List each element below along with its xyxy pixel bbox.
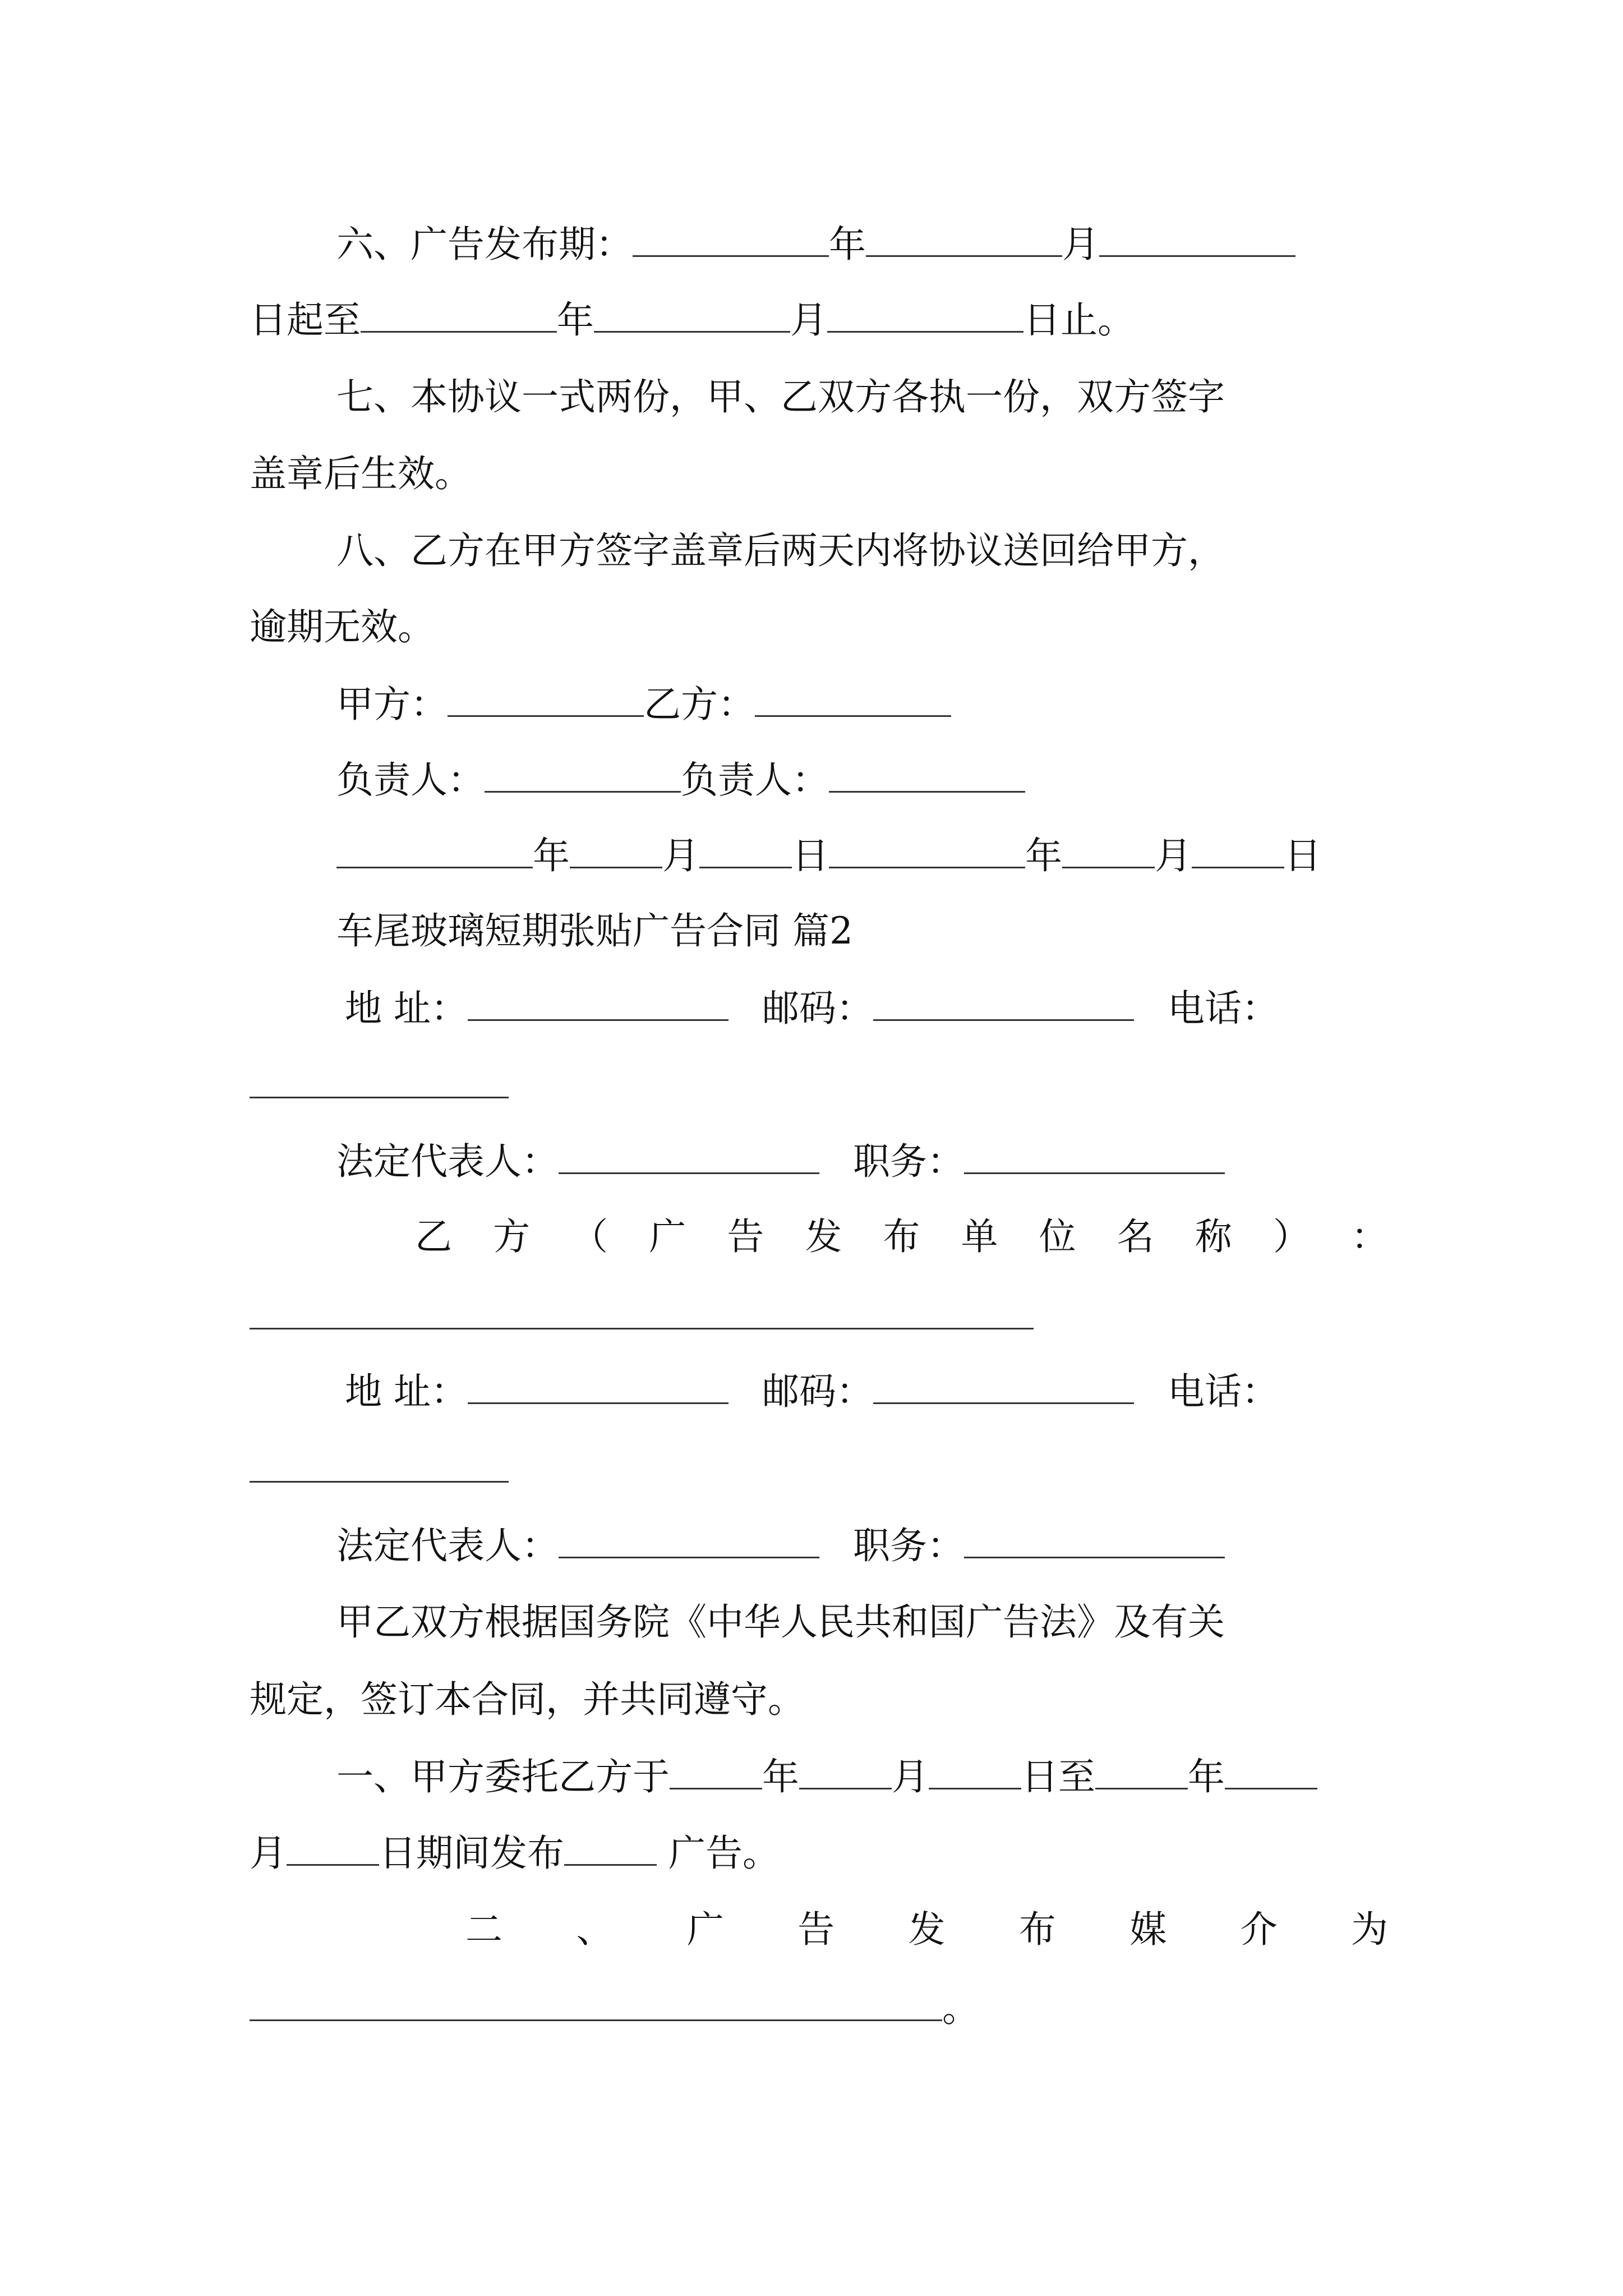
blank-date-month-b — [1062, 833, 1155, 868]
sign-dates — [336, 833, 1321, 878]
blank-date-month-a — [570, 833, 662, 868]
blank-a1-month — [799, 1754, 892, 1789]
blank-a1-day — [929, 1754, 1021, 1789]
party-b-char: 乙 — [415, 1215, 452, 1258]
article-2-char: 告 — [797, 1908, 835, 1951]
address-label-b: 地 址： — [345, 1370, 468, 1413]
blank-a1-year — [670, 1754, 762, 1789]
article-1-lead: 一、甲方委托乙方于 — [336, 1755, 670, 1798]
sign-parties — [336, 682, 951, 727]
blank-head-a — [485, 757, 681, 793]
party-b-char: ） — [1272, 1215, 1310, 1258]
blank-party-b-name — [250, 1328, 1034, 1329]
article-2-line-2 — [250, 1986, 979, 2031]
blank-year — [633, 222, 829, 257]
clause-6-lead: 六、广告发布期： — [336, 223, 633, 266]
label-month: 月 — [1062, 223, 1099, 266]
section-2-title: 车尾玻璃短期张贴广告合同 篇2 — [336, 909, 853, 953]
postcode-label-b: 邮码： — [762, 1370, 873, 1413]
party-b-char: 方 — [493, 1215, 531, 1258]
blank-rep-b — [559, 1523, 819, 1558]
party-b-char: 发 — [805, 1215, 842, 1258]
party-b-char: 名 — [1117, 1215, 1154, 1258]
party-a-address-row — [345, 986, 1279, 1031]
article-2-char: 媒 — [1129, 1908, 1167, 1951]
clause-6-line-2 — [250, 297, 1135, 343]
rep-label: 法定代表人： — [336, 1140, 559, 1183]
clause-8-line-1: 八、乙方在甲方签字盖章后两天内将协议送回给甲方， — [336, 529, 1225, 572]
party-b-char: （ — [571, 1215, 608, 1258]
article-2-char: 介 — [1240, 1908, 1278, 1951]
blank-date-day-b — [1192, 833, 1284, 868]
blank-year-2 — [361, 297, 557, 333]
a1-ad: 广告。 — [657, 1832, 780, 1875]
position-label: 职务： — [853, 1140, 964, 1183]
blank-rep — [559, 1139, 819, 1174]
article-2-char: 布 — [1018, 1908, 1056, 1951]
blank-month — [866, 222, 1062, 257]
date-year-b: 年 — [1025, 834, 1062, 877]
phone-label-b: 电话： — [1167, 1370, 1279, 1413]
party-b-char: 广 — [649, 1215, 686, 1258]
blank-address-b — [468, 1369, 728, 1404]
a1-month-2: 月 — [250, 1832, 287, 1875]
blank-month-2 — [594, 297, 790, 333]
a1-year-2: 年 — [1188, 1755, 1225, 1798]
blank-a1-day-2 — [287, 1830, 379, 1866]
party-b-name-row — [415, 1214, 1388, 1259]
party-b-char: 单 — [961, 1215, 998, 1258]
date-year-a: 年 — [533, 834, 570, 877]
blank-position — [964, 1139, 1225, 1174]
clause-6-line-1 — [336, 222, 1295, 267]
blank-day — [1099, 222, 1295, 257]
party-b-char: 位 — [1039, 1215, 1076, 1258]
party-b-address-row — [345, 1369, 1279, 1414]
blank-day-2 — [827, 297, 1023, 333]
party-a-rep-row — [336, 1139, 1225, 1184]
blank-media — [250, 1986, 942, 2021]
article-2-char: 二 — [465, 1908, 502, 1951]
label-day-start: 日起至 — [250, 298, 361, 342]
date-day-a: 日 — [792, 834, 829, 877]
blank-phone-b-continued — [250, 1481, 509, 1483]
party-a-label: 甲方： — [336, 683, 448, 726]
blank-date-year-b — [829, 833, 1025, 868]
label-month-2: 月 — [790, 298, 827, 342]
date-month-b: 月 — [1155, 834, 1192, 877]
sign-heads — [336, 757, 1025, 803]
party-b-char: 称 — [1195, 1215, 1232, 1258]
blank-party-b — [755, 682, 951, 717]
blank-date-day-a — [699, 833, 792, 868]
article-2-char: 广 — [686, 1908, 724, 1951]
position-label-b: 职务： — [853, 1524, 964, 1567]
blank-date-year-a — [336, 833, 533, 868]
party-b-char: 布 — [883, 1215, 920, 1258]
a1-year: 年 — [762, 1755, 799, 1798]
preamble-line-2: 规定，签订本合同，并共同遵守。 — [250, 1678, 805, 1721]
blank-head-b — [829, 757, 1025, 793]
party-b-char: ： — [1350, 1215, 1388, 1258]
blank-postcode-b — [873, 1369, 1134, 1404]
phone-label: 电话： — [1167, 987, 1279, 1030]
address-label: 地 址： — [345, 987, 468, 1030]
date-day-b: 日 — [1284, 834, 1321, 877]
clause-8-line-2: 逾期无效。 — [250, 605, 435, 648]
clause-7-line-1: 七、本协议一式两份，甲、乙双方各执一份，双方签字 — [336, 375, 1225, 418]
blank-position-b — [964, 1523, 1225, 1558]
label-year-2: 年 — [557, 298, 594, 342]
article-2-char: 为 — [1351, 1908, 1388, 1951]
date-month-a: 月 — [662, 834, 699, 877]
a1-month: 月 — [892, 1755, 929, 1798]
clause-7-line-2: 盖章后生效。 — [250, 452, 472, 495]
article-1-line-2 — [250, 1830, 780, 1876]
a1-day-to: 日至 — [1021, 1755, 1095, 1798]
rep-label-b: 法定代表人： — [336, 1524, 559, 1567]
article-2-end: 。 — [942, 1987, 979, 2030]
article-2-char: 、 — [576, 1908, 614, 1951]
article-2-char: 发 — [908, 1908, 946, 1951]
postcode-label: 邮码： — [762, 987, 873, 1030]
blank-address — [468, 986, 728, 1021]
head-b-label: 负责人： — [681, 758, 829, 802]
blank-party-a — [448, 682, 644, 717]
party-b-rep-row — [336, 1523, 1225, 1568]
label-year: 年 — [829, 223, 866, 266]
a1-period: 日期间发布 — [379, 1832, 564, 1875]
party-b-char: 告 — [727, 1215, 764, 1258]
party-b-label: 乙方： — [644, 683, 755, 726]
article-1-line-1 — [336, 1754, 1317, 1800]
blank-phone-continued — [250, 1097, 509, 1098]
blank-postcode — [873, 986, 1134, 1021]
blank-a1-month-2 — [1225, 1754, 1317, 1789]
article-2-row — [465, 1907, 1388, 1952]
head-a-label: 负责人： — [336, 758, 485, 802]
blank-a1-year-2 — [1095, 1754, 1188, 1789]
label-end: 日止。 — [1023, 298, 1135, 342]
preamble-line-1: 甲乙双方根据国务院《中华人民共和国广告法》及有关 — [336, 1600, 1225, 1644]
blank-a1-ad — [564, 1830, 657, 1866]
